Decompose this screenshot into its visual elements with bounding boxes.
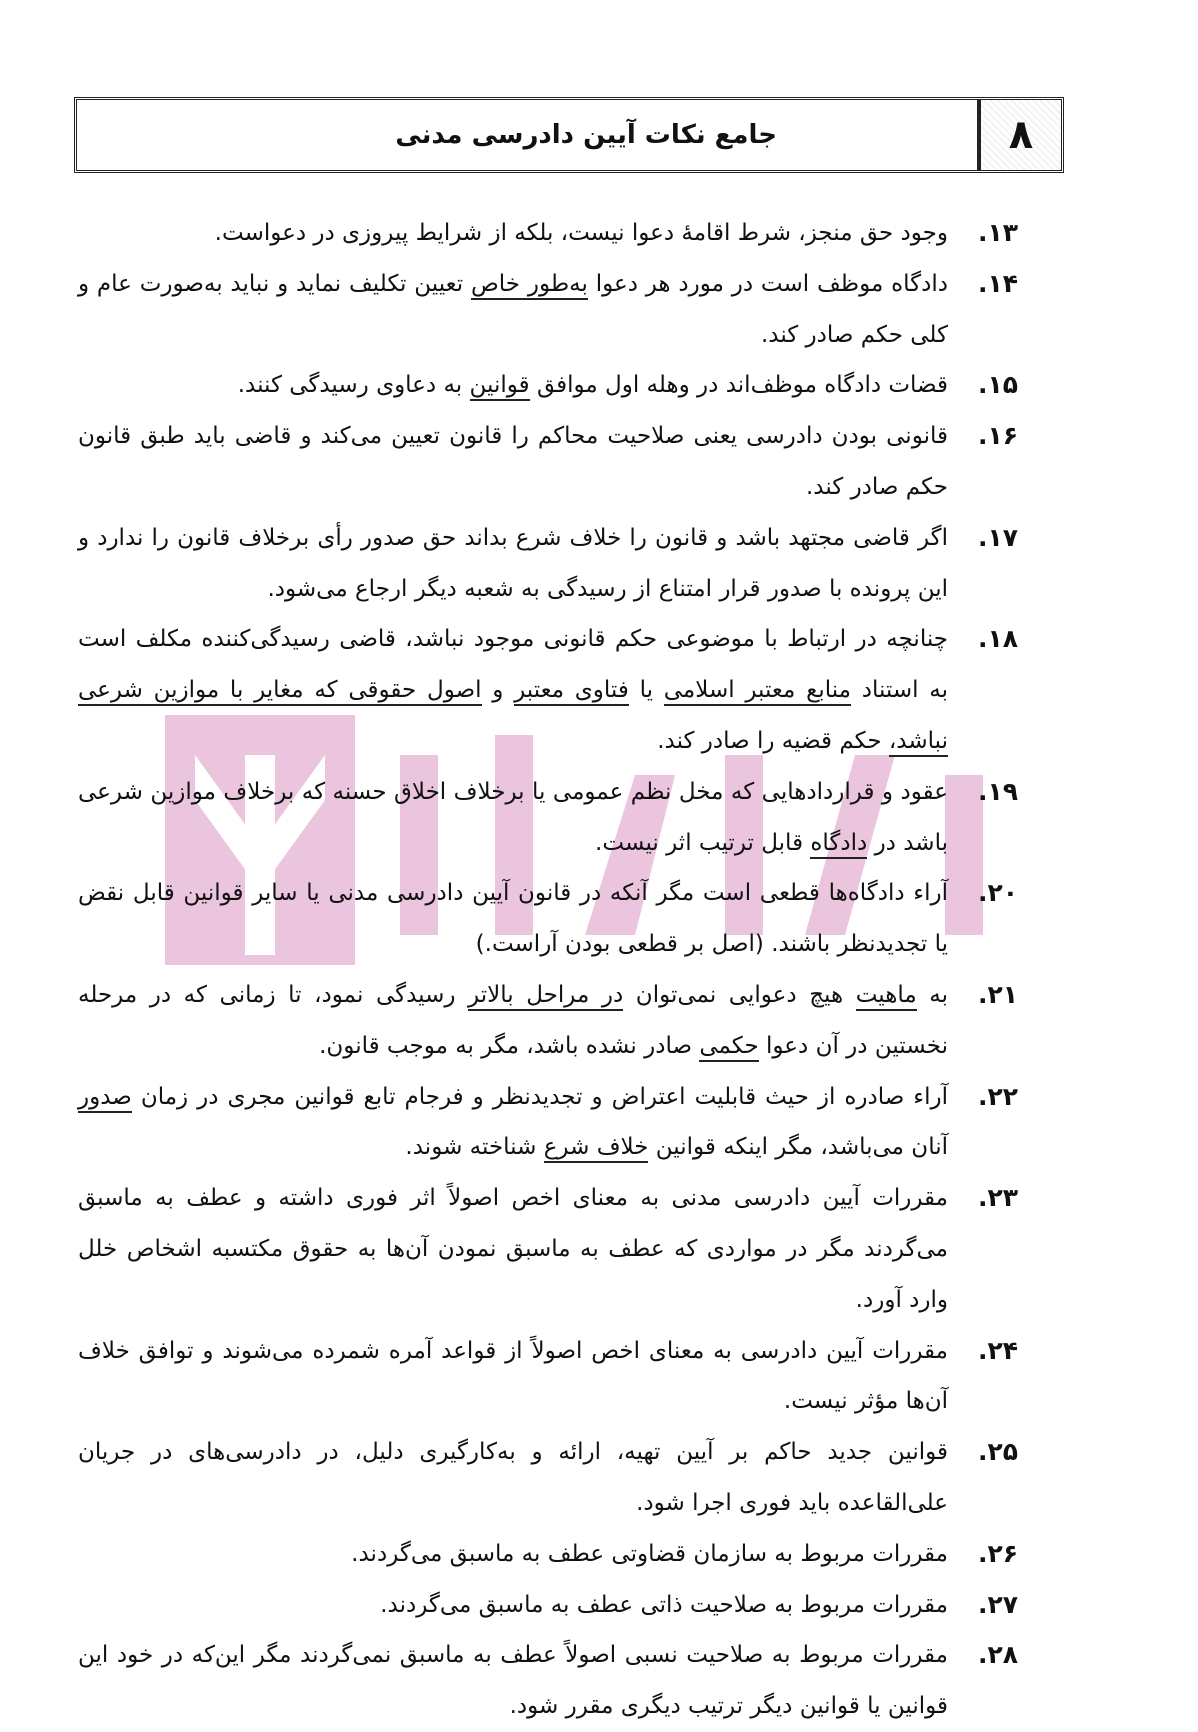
list-item xyxy=(78,259,1018,361)
item-number: ۲۸. xyxy=(977,1640,1018,1670)
list-item xyxy=(78,1326,1018,1428)
item-text xyxy=(78,1427,948,1529)
item-number: ۲۴. xyxy=(977,1335,1018,1365)
item-number: ۲۱. xyxy=(977,979,1018,1009)
text-segment: تعیین تکلیف نماید و نباید به‌صورت عام و کلی حکم صادر کند. xyxy=(78,270,948,348)
item-number: ۱۳. xyxy=(977,218,1018,247)
underlined-phrase: دادگاه xyxy=(810,830,867,859)
item-text xyxy=(78,208,948,259)
rules-list xyxy=(78,208,1018,1732)
text-segment: هیچ دعوایی نمی‌توان xyxy=(623,981,856,1008)
item-number: ۲۵. xyxy=(977,1437,1018,1467)
item-number: ۲۶. xyxy=(977,1538,1018,1568)
list-item xyxy=(78,970,1018,1072)
text-segment: به دعاوی رسیدگی کنند. xyxy=(237,372,470,399)
text-segment: به xyxy=(916,981,948,1008)
text-segment: عقود و قراردادهایی که مخل نظم عمومی یا برخلاف اخلاق حسنه که برخلاف موازین شرعی باشد در xyxy=(78,778,948,856)
item-number: ۱۶. xyxy=(977,421,1018,451)
list-item xyxy=(78,1173,1018,1325)
item-text xyxy=(78,1326,948,1428)
text-segment: دادگاه موظف است در مورد هر دعوا xyxy=(587,270,948,297)
text-segment: آنان می‌باشد، مگر اینکه قوانین xyxy=(648,1134,948,1161)
underlined-phrase: فتاوی معتبر xyxy=(514,677,629,706)
item-text xyxy=(78,1529,948,1580)
underlined-phrase: ماهیت xyxy=(856,982,917,1011)
list-item xyxy=(78,360,1018,411)
item-text xyxy=(78,1630,948,1732)
underlined-phrase: به‌طور خاص xyxy=(471,271,588,300)
text-segment: قوانین جدید حاکم بر آیین تهیه، ارائه و به‌کارگیری دلیل، در دادرسی‌های در جریان علی‌القاعده باید فوری اجرا شود. xyxy=(78,1439,948,1516)
underlined-phrase: حکمی xyxy=(699,1033,758,1062)
item-number: ۱۴. xyxy=(977,268,1018,298)
item-text xyxy=(78,614,948,766)
item-number: ۲۳. xyxy=(977,1183,1018,1213)
list-item xyxy=(78,1529,1018,1580)
underlined-phrase: در مراحل بالاتر xyxy=(468,982,623,1011)
text-segment: یا xyxy=(628,677,664,704)
list-item xyxy=(78,767,1018,869)
list-item xyxy=(78,513,1018,615)
text-segment: حکم قضیه را صادر کند. xyxy=(657,727,889,754)
text-segment: مقررات مربوط به صلاحیت ذاتی عطف به ماسبق می‌گردند. xyxy=(380,1591,948,1618)
text-segment: رسیدگی نمود، تا زمانی که در مرحله نخستین در آن دعوا xyxy=(78,981,948,1059)
text-segment: قضات دادگاه موظف‌اند در وهله اول موافق xyxy=(529,372,948,399)
item-number: ۲۷. xyxy=(977,1589,1018,1619)
text-segment: مقررات مربوط به سازمان قضاوتی عطف به ماسبق می‌گردند. xyxy=(351,1540,948,1567)
list-item xyxy=(78,1630,1018,1732)
list-item xyxy=(78,1580,1018,1631)
item-number: ۱۸. xyxy=(977,624,1018,654)
item-text xyxy=(78,1072,948,1174)
underlined-phrase: خلاف شرع xyxy=(544,1134,649,1163)
item-text xyxy=(78,513,948,615)
text-segment: اگر قاضی مجتهد باشد و قانون را خلاف شرع بداند حق صدور رأی برخلاف قانون را ندارد و این پرونده با صدور قرار امتناع از رسیدگی به شعبه دیگر ارجاع می‌شود. xyxy=(78,524,948,602)
item-text xyxy=(78,360,948,411)
underlined-phrase: صدور xyxy=(78,1084,132,1113)
list-item xyxy=(78,1427,1018,1529)
text-segment: وجود حق منجز، شرط اقامهٔ دعوا نیست، بلکه از شرایط پیروزی در دعواست. xyxy=(214,220,948,246)
item-number: ۱۵. xyxy=(977,370,1018,400)
list-item xyxy=(78,1072,1018,1174)
underlined-phrase: قوانین xyxy=(470,372,530,401)
list-item xyxy=(78,614,1018,766)
text-segment: آراء صادره از حیث قابلیت اعتراض و تجدیدنظر و فرجام تابع قوانین مجری در زمان xyxy=(131,1083,948,1110)
text-segment: شناخته شوند. xyxy=(405,1134,544,1161)
list-item xyxy=(78,208,1018,259)
text-segment: مقررات آیین دادرسی مدنی به معنای اخص اصولاً اثر فوری داشته و عطف به ماسبق می‌گردند مگر در مواردی که عطف به ماسبق نمودن آن‌ها به حقوق مکتسبه اشخاص خلل وارد آورد. xyxy=(78,1185,948,1313)
item-text xyxy=(78,259,948,361)
underlined-phrase: اصول حقوقی که مغایر با موازین شرعی نباشد، xyxy=(78,677,948,757)
item-text xyxy=(78,767,948,869)
item-text xyxy=(78,1580,948,1631)
page-header xyxy=(74,97,1064,173)
item-text xyxy=(78,1173,948,1325)
list-item xyxy=(78,411,1018,513)
text-segment: مقررات آیین دادرسی به معنای اخص اصولاً از قواعد آمره شمرده می‌شوند و توافق خلاف آن‌ها مؤثر نیست. xyxy=(78,1337,948,1415)
page-number: ۸ xyxy=(977,100,1061,170)
item-text xyxy=(78,970,948,1072)
text-segment: مقررات مربوط به صلاحیت نسبی اصولاً عطف به ماسبق نمی‌گردند مگر این‌که در خود این قوانین یا قوانین دیگر ترتیب دیگری مقرر شود. xyxy=(78,1642,948,1720)
list-item xyxy=(78,868,1018,970)
text-segment: قابل ترتیب اثر نیست. xyxy=(595,829,811,856)
book-title: جامع نکات آیین دادرسی مدنی xyxy=(395,120,777,150)
item-text xyxy=(78,868,948,970)
text-segment: آراء دادگاه‌ها قطعی است مگر آنکه در قانون آیین دادرسی مدنی یا سایر قوانین قابل نقض یا تجدیدنظر باشند. (اصل بر قطعی بودن آراست.) xyxy=(78,880,948,958)
item-number: ۲۰. xyxy=(977,878,1018,908)
item-number: ۲۲. xyxy=(977,1081,1018,1111)
item-number: ۱۹. xyxy=(977,776,1018,806)
text-segment: قانونی بودن دادرسی یعنی صلاحیت محاکم را قانون تعیین می‌کند و قاضی باید طبق قانون حکم صادر کند. xyxy=(78,423,948,500)
item-number: ۱۷. xyxy=(977,522,1018,552)
text-segment: چنانچه در ارتباط با موضوعی حکم قانونی موجود نباشد، قاضی رسیدگی‌کننده مکلف است به استناد xyxy=(78,626,948,704)
text-segment: و xyxy=(481,677,515,704)
item-text xyxy=(78,411,948,513)
text-segment: صادر نشده باشد، مگر به موجب قانون. xyxy=(319,1032,700,1059)
underlined-phrase: منابع معتبر اسلامی xyxy=(664,677,851,706)
